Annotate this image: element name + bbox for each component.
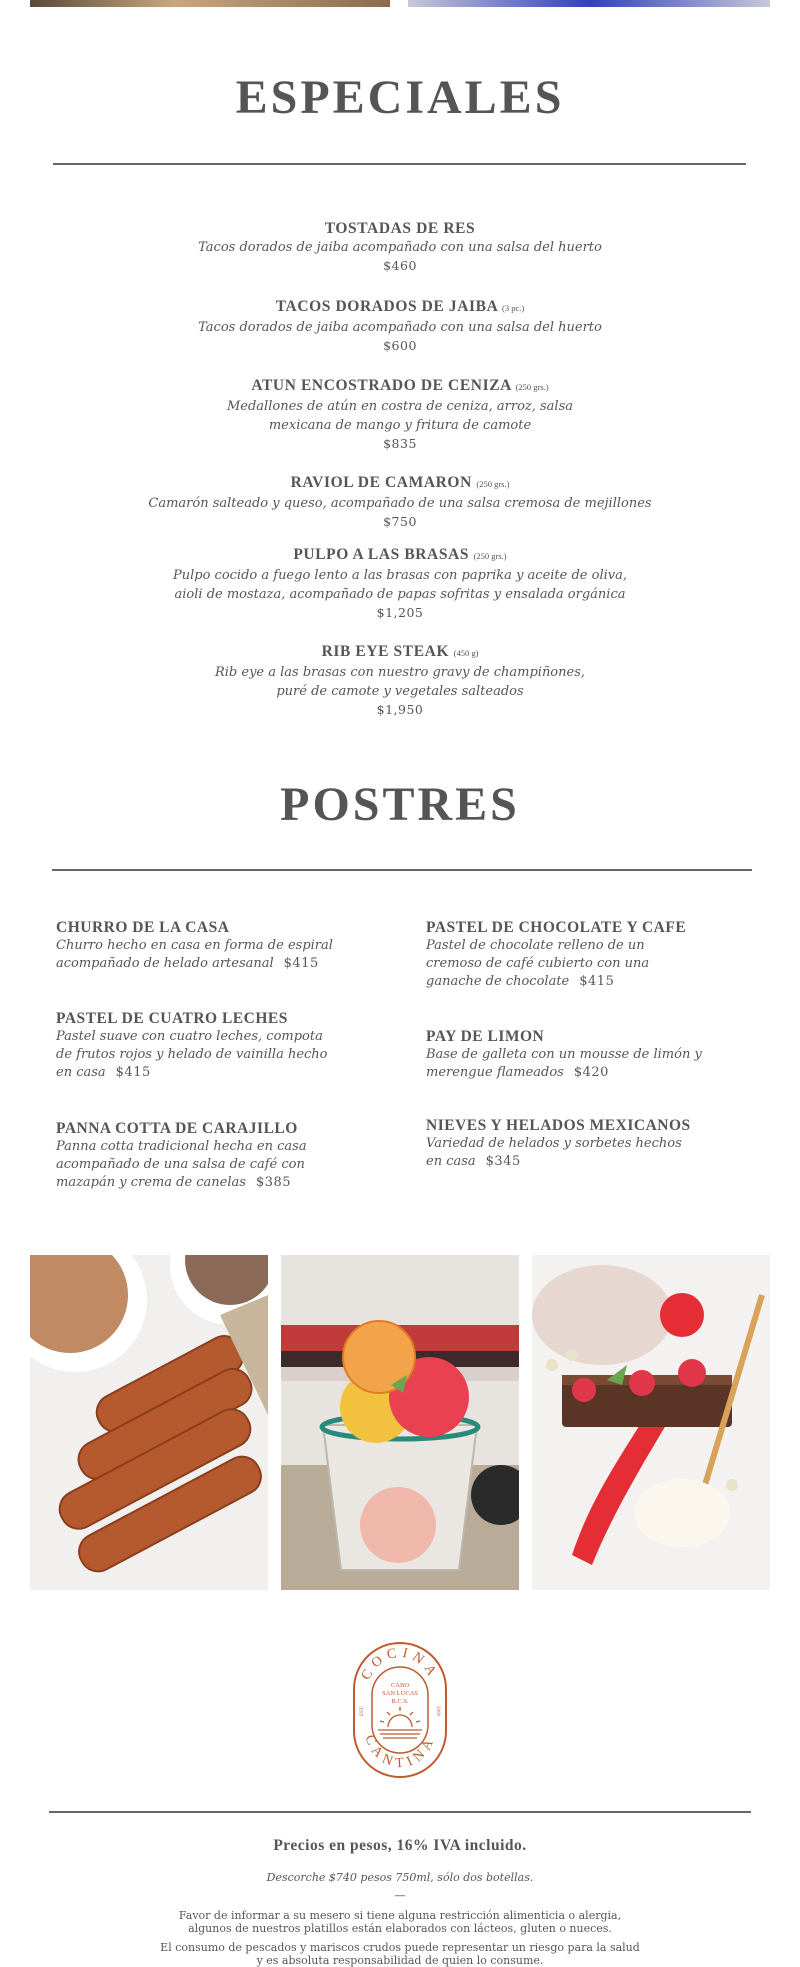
item-name: TOSTADAS DE RES: [324, 220, 476, 237]
item-description: mazapán y crema de canelas: [56, 1175, 246, 1190]
especiales-item: [0, 642, 800, 718]
top-photo-right: [408, 0, 770, 7]
logo-est: EST.: [360, 1706, 365, 1716]
item-description: Variedad de helados y sorbetes hechos: [426, 1136, 682, 1151]
item-price: $420: [573, 1065, 609, 1080]
footer-divider: [49, 1811, 751, 1813]
item-price: $1,950: [376, 702, 424, 717]
especiales-item: [0, 219, 800, 274]
item-name: PASTEL DE CHOCOLATE Y CAFE: [426, 919, 687, 936]
item-name: NIEVES Y HELADOS MEXICANOS: [426, 1117, 691, 1134]
especiales-item: [0, 545, 800, 621]
especiales-item: [0, 376, 800, 452]
item-description: en casa: [56, 1065, 106, 1080]
logo-center-line: SAN LUCAS: [382, 1690, 418, 1697]
item-name: PANNA COTTA DE CARAJILLO: [56, 1120, 298, 1137]
logo-year: 2009: [435, 1706, 440, 1716]
sun-icon: [378, 1707, 422, 1738]
logo-center-line: B.C.S.: [391, 1698, 409, 1705]
item-description: puré de camote y vegetales salteados: [276, 684, 524, 699]
logo-center-line: CABO: [390, 1682, 410, 1689]
allergy-note: Favor de informar a su mesero si tiene alguna restricción alimenticia o alergia, algunos de nuestros platillos están elaborados con lácteos, gluten o nueces.: [178, 1909, 622, 1935]
especiales-item: [0, 473, 800, 530]
footer-dash: —: [394, 1889, 406, 1902]
item-price: $415: [579, 974, 615, 989]
item-description: cremoso de café cubierto con una: [426, 956, 650, 971]
item-name: PAY DE LIMON: [426, 1028, 545, 1045]
raw-food-warning: El consumo de pescados y mariscos crudos puede representar un riesgo para la salud y es absoluta responsabilidad de quien lo consume.: [160, 1941, 640, 1967]
item-portion: (3 pc.): [502, 303, 525, 313]
item-description: acompañado de helado artesanal: [56, 956, 274, 971]
postres-divider: [52, 869, 752, 871]
item-description: Churro hecho en casa en forma de espiral: [56, 938, 333, 953]
item-price: $415: [115, 1065, 151, 1080]
especiales-heading: ESPECIALES: [235, 71, 565, 124]
item-price: $1,205: [376, 605, 424, 620]
item-description: Pastel de chocolate relleno de un: [426, 938, 645, 953]
item-portion: (250 grs.): [473, 551, 507, 561]
postre-item: [56, 919, 361, 973]
item-price: $415: [283, 956, 319, 971]
item-description: Tacos dorados de jaiba acompañado con una salsa del huerto: [198, 240, 602, 255]
item-name: PASTEL DE CUATRO LECHES: [56, 1010, 288, 1027]
item-name: RAVIOL DE CAMARON: [290, 474, 472, 491]
item-name: PULPO A LAS BRASAS: [293, 546, 470, 563]
item-description: Medallones de atún en costra de ceniza, arroz, salsa: [226, 399, 574, 414]
item-description: ganache de chocolate: [426, 974, 570, 989]
especiales-item: [0, 297, 800, 354]
postres-heading: POSTRES: [280, 778, 520, 831]
item-price: $750: [383, 514, 417, 529]
item-name: TACOS DORADOS DE JAIBA: [275, 298, 498, 315]
item-description: acompañado de una salsa de café con: [56, 1157, 305, 1172]
corkage-note: Descorche $740 pesos 750ml, sólo dos botellas.: [266, 1871, 534, 1884]
item-description: Camarón salteado y queso, acompañado de una salsa cremosa de mejillones: [148, 496, 652, 511]
item-name: CHURRO DE LA CASA: [56, 919, 230, 936]
item-description: Pulpo cocido a fuego lento a las brasas con paprika y aceite de oliva,: [172, 568, 627, 583]
item-price: $460: [383, 258, 417, 273]
item-price: $345: [485, 1154, 521, 1169]
item-description: aioli de mostaza, acompañado de papas sofritas y ensalada orgánica: [174, 587, 626, 602]
cocina-cantina-logo: [352, 1641, 448, 1779]
item-portion: (250 grs.): [476, 479, 510, 489]
item-description: de frutos rojos y helado de vainilla hecho: [56, 1047, 328, 1062]
postre-item: [426, 1117, 731, 1171]
item-description: Panna cotta tradicional hecha en casa: [56, 1139, 307, 1154]
postre-item: [426, 1028, 731, 1082]
item-price: $835: [383, 436, 417, 451]
item-description: Tacos dorados de jaiba acompañado con una salsa del huerto: [198, 320, 602, 335]
postre-item: [56, 1010, 361, 1082]
postre-item: [426, 919, 731, 991]
item-price: $385: [255, 1175, 292, 1190]
item-name: RIB EYE STEAK: [321, 643, 450, 660]
especiales-divider: [53, 163, 746, 165]
logo-top-text: COCINA: [358, 1645, 442, 1683]
top-photo-left: [30, 0, 390, 7]
prices-note: Precios en pesos, 16% IVA incluido.: [273, 1837, 527, 1854]
ice-cream-photo: [281, 1255, 519, 1590]
postre-item: [56, 1120, 361, 1192]
item-description: merengue flameados: [426, 1065, 564, 1080]
item-price: $600: [383, 338, 417, 353]
item-portion: (450 g): [453, 648, 479, 658]
item-description: en casa: [426, 1154, 476, 1169]
item-description: Pastel suave con cuatro leches, compota: [56, 1029, 323, 1044]
item-name: ATUN ENCOSTRADO DE CENIZA: [251, 377, 512, 394]
item-description: mexicana de mango y fritura de camote: [268, 418, 532, 433]
logo-bottom-text: CANTINA: [361, 1732, 439, 1772]
item-description: Base de galleta con un mousse de limón y: [426, 1047, 702, 1062]
item-portion: (250 grs.): [515, 382, 549, 392]
churros-photo: [30, 1255, 268, 1590]
chocolate-cake-photo: [532, 1255, 770, 1590]
item-description: Rib eye a las brasas con nuestro gravy de champiñones,: [214, 665, 586, 680]
